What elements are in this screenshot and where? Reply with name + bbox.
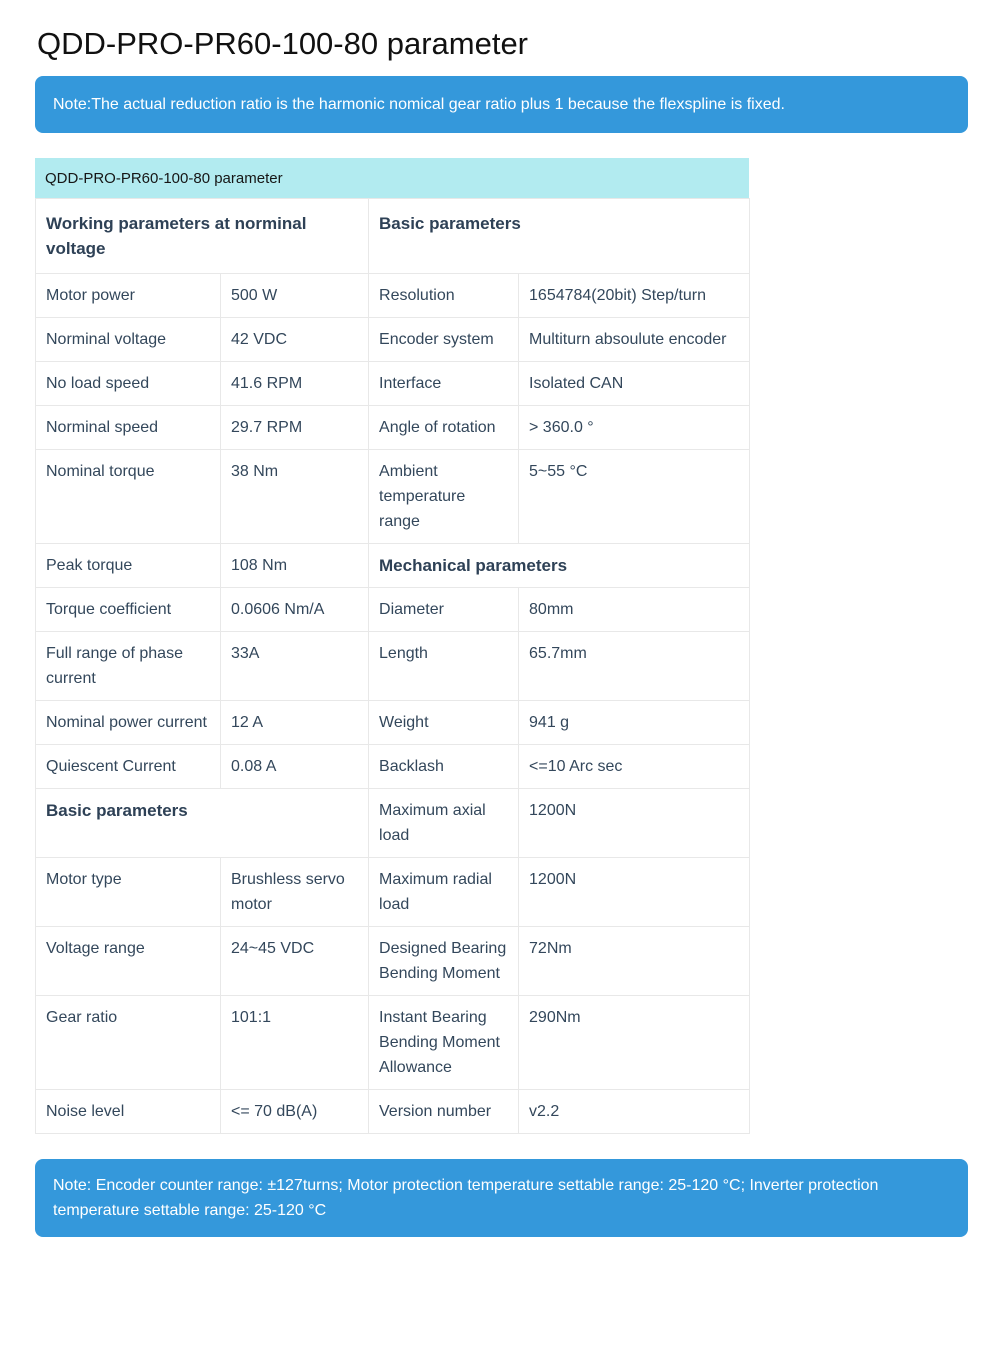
note-banner-bottom xyxy=(35,1159,968,1237)
param-value-cell: 500 W xyxy=(221,274,369,318)
param-label-cell: Length xyxy=(369,632,519,701)
param-value-cell: 65.7mm xyxy=(519,632,750,701)
param-value-cell: v2.2 xyxy=(519,1090,750,1134)
param-value-cell: 24~45 VDC xyxy=(221,927,369,996)
param-label-cell: Nominal torque xyxy=(36,450,221,544)
table-row xyxy=(36,199,750,274)
param-label-cell: Voltage range xyxy=(36,927,221,996)
param-value-cell: 29.7 RPM xyxy=(221,406,369,450)
page-title: QDD-PRO-PR60-100-80 parameter xyxy=(37,26,529,61)
param-label-cell: Encoder system xyxy=(369,318,519,362)
table-row xyxy=(36,362,750,406)
param-value-cell: 1654784(20bit) Step/turn xyxy=(519,274,750,318)
param-value-cell: 38 Nm xyxy=(221,450,369,544)
param-value-cell: 108 Nm xyxy=(221,544,369,588)
table-row xyxy=(36,274,750,318)
table-row xyxy=(36,789,750,858)
param-label-cell: No load speed xyxy=(36,362,221,406)
param-value-cell: 290Nm xyxy=(519,996,750,1090)
param-label-cell: Maximum axial load xyxy=(369,789,519,858)
param-value-cell: <= 70 dB(A) xyxy=(221,1090,369,1134)
table-row xyxy=(36,996,750,1090)
param-value-cell: 41.6 RPM xyxy=(221,362,369,406)
table-row xyxy=(36,406,750,450)
table-row xyxy=(36,632,750,701)
table-row xyxy=(36,858,750,927)
note-banner-bottom-text: Note: Encoder counter range: ±127turns; Motor protection temperature settable range: 25-120 °C; Inverter protection temperature settable range: 25-120 °C xyxy=(53,1177,879,1219)
param-label-cell: Backlash xyxy=(369,745,519,789)
param-label-cell: Ambient temperature range xyxy=(369,450,519,544)
param-label-cell: Full range of phase current xyxy=(36,632,221,701)
param-label-cell: Resolution xyxy=(369,274,519,318)
param-value-cell: 80mm xyxy=(519,588,750,632)
param-value-cell: 5~55 °C xyxy=(519,450,750,544)
table-row xyxy=(36,588,750,632)
param-value-cell: 72Nm xyxy=(519,927,750,996)
param-value-cell: 1200N xyxy=(519,858,750,927)
param-label-cell: Gear ratio xyxy=(36,996,221,1090)
table-row xyxy=(36,745,750,789)
param-label-cell: Norminal voltage xyxy=(36,318,221,362)
table-caption: QDD-PRO-PR60-100-80 parameter xyxy=(35,158,749,198)
param-label-cell: Weight xyxy=(369,701,519,745)
table-row xyxy=(36,544,750,588)
param-value-cell: <=10 Arc sec xyxy=(519,745,750,789)
table-row xyxy=(36,701,750,745)
param-label-cell: Motor power xyxy=(36,274,221,318)
section-header-cell: Basic parameters xyxy=(369,199,750,274)
param-label-cell: Peak torque xyxy=(36,544,221,588)
param-label-cell: Diameter xyxy=(369,588,519,632)
param-label-cell: Quiescent Current xyxy=(36,745,221,789)
section-header-cell: Mechanical parameters xyxy=(369,544,750,588)
param-label-cell: Designed Bearing Bending Moment xyxy=(369,927,519,996)
param-label-cell: Nominal power current xyxy=(36,701,221,745)
param-value-cell: 33A xyxy=(221,632,369,701)
param-value-cell: Isolated CAN xyxy=(519,362,750,406)
param-value-cell: 0.08 A xyxy=(221,745,369,789)
param-label-cell: Motor type xyxy=(36,858,221,927)
note-banner-top-text: Note:The actual reduction ratio is the harmonic nomical gear ratio plus 1 because the flexspline is fixed. xyxy=(53,96,785,113)
param-value-cell: 941 g xyxy=(519,701,750,745)
note-banner-top xyxy=(35,76,968,133)
parameter-table-section xyxy=(35,158,749,1134)
param-label-cell: Maximum radial load xyxy=(369,858,519,927)
param-label-cell: Version number xyxy=(369,1090,519,1134)
section-header-cell: Basic parameters xyxy=(36,789,369,858)
param-label-cell: Interface xyxy=(369,362,519,406)
table-row xyxy=(36,927,750,996)
param-label-cell: Norminal speed xyxy=(36,406,221,450)
table-row xyxy=(36,450,750,544)
parameters-table xyxy=(35,198,750,1134)
param-value-cell: Multiturn absoulute encoder xyxy=(519,318,750,362)
table-row xyxy=(36,1090,750,1134)
param-label-cell: Torque coefficient xyxy=(36,588,221,632)
param-value-cell: 42 VDC xyxy=(221,318,369,362)
param-value-cell: Brushless servo motor xyxy=(221,858,369,927)
param-label-cell: Noise level xyxy=(36,1090,221,1134)
param-value-cell: > 360.0 ° xyxy=(519,406,750,450)
param-value-cell: 1200N xyxy=(519,789,750,858)
table-row xyxy=(36,318,750,362)
section-header-cell: Working parameters at norminal voltage xyxy=(36,199,369,274)
param-label-cell: Angle of rotation xyxy=(369,406,519,450)
param-value-cell: 0.0606 Nm/A xyxy=(221,588,369,632)
param-value-cell: 12 A xyxy=(221,701,369,745)
param-label-cell: Instant Bearing Bending Moment Allowance xyxy=(369,996,519,1090)
param-value-cell: 101:1 xyxy=(221,996,369,1090)
